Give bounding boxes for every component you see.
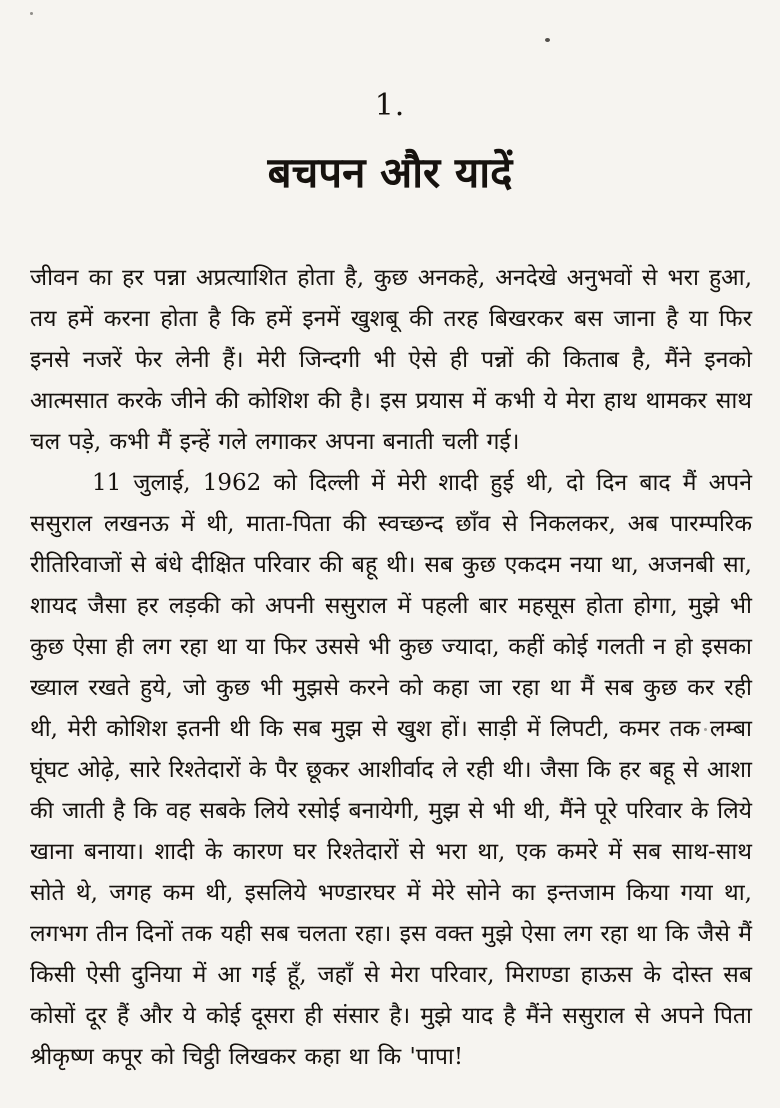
paragraph-1: जीवन का हर पन्ना अप्रत्याशित होता है, कुछ अनकहे, अनदेखे अनुभवों से भरा हुआ, तय हमें करना होता है कि हमें इनमें खुशबू की तरह बिखरकर बस जाना है या फिर इनसे नजरें फेर लेनी हैं। मेरी जिन्दगी भी ऐसे ही पन्नों की किताब है, मैंने इनको आत्मसात करके जीने की कोशिश की है। इस प्रयास में कभी ये मेरा हाथ थामकर साथ चल पड़े, कभी मैं इन्हें गले लगाकर अपना बनाती चली गई। bbox=[30, 265, 752, 455]
chapter-title: बचपन और यादें bbox=[267, 148, 513, 197]
scan-speck bbox=[30, 12, 33, 15]
scan-speck bbox=[545, 38, 550, 42]
scan-speck bbox=[704, 728, 707, 731]
body-text bbox=[30, 258, 752, 1078]
paragraph-2: 11 जुलाई, 1962 को दिल्ली में मेरी शादी हुई थी, दो दिन बाद मैं अपने ससुराल लखनऊ में थी, माता-पिता की स्वच्छन्द छाँव से निकलकर, अब पारम्परिक रीतिरिवाजों से बंधे दीक्षित परिवार की बहू थी। सब कुछ एकदम नया था, अजनबी सा, शायद जैसा हर लड़की को अपनी ससुराल में पहली बार महसूस होता होगा, मुझे भी कुछ ऐसा ही लग रहा था या फिर उससे भी कुछ ज्यादा, कहीं कोई गलती न हो इसका ख्याल रखते हुये, जो कुछ भी मुझसे करने को कहा जा रहा था मैं सब कुछ कर रही थी, मेरी कोशिश इतनी थी कि सब मुझ से खुश हों। साड़ी में लिपटी, कमर तक लम्बा घूंघट ओढ़े, सारे रिश्तेदारों के पैर छूकर आशीर्वाद ले रही थी। जैसा कि हर बहू से आशा की जाती है कि वह सबके लिये रसोई बनायेगी, मुझ से भी थी, मैंने पूरे परिवार के लिये खाना बनाया। शादी के कारण घर रिश्तेदारों से भरा था, एक कमरे में सब साथ-साथ सोते थे, जगह कम थी, इसलिये भण्डारघर में मेरे सोने का इन्तजाम किया गया था, लगभग तीन दिनों तक यही सब चलता रहा। इस वक्त मुझे ऐसा लग रहा था कि जैसे मैं किसी ऐसी दुनिया में आ गई हूँ, जहाँ से मेरा परिवार, मिराण्डा हाऊस के दोस्त सब कोसों दूर हैं और ये कोई दूसरा ही संसार है। मुझे याद है मैंने ससुराल से अपने पिता श्रीकृष्ण कपूर को चिट्ठी लिखकर कहा था कि 'पापा! bbox=[30, 470, 752, 1070]
chapter-number: 1. bbox=[374, 88, 406, 123]
